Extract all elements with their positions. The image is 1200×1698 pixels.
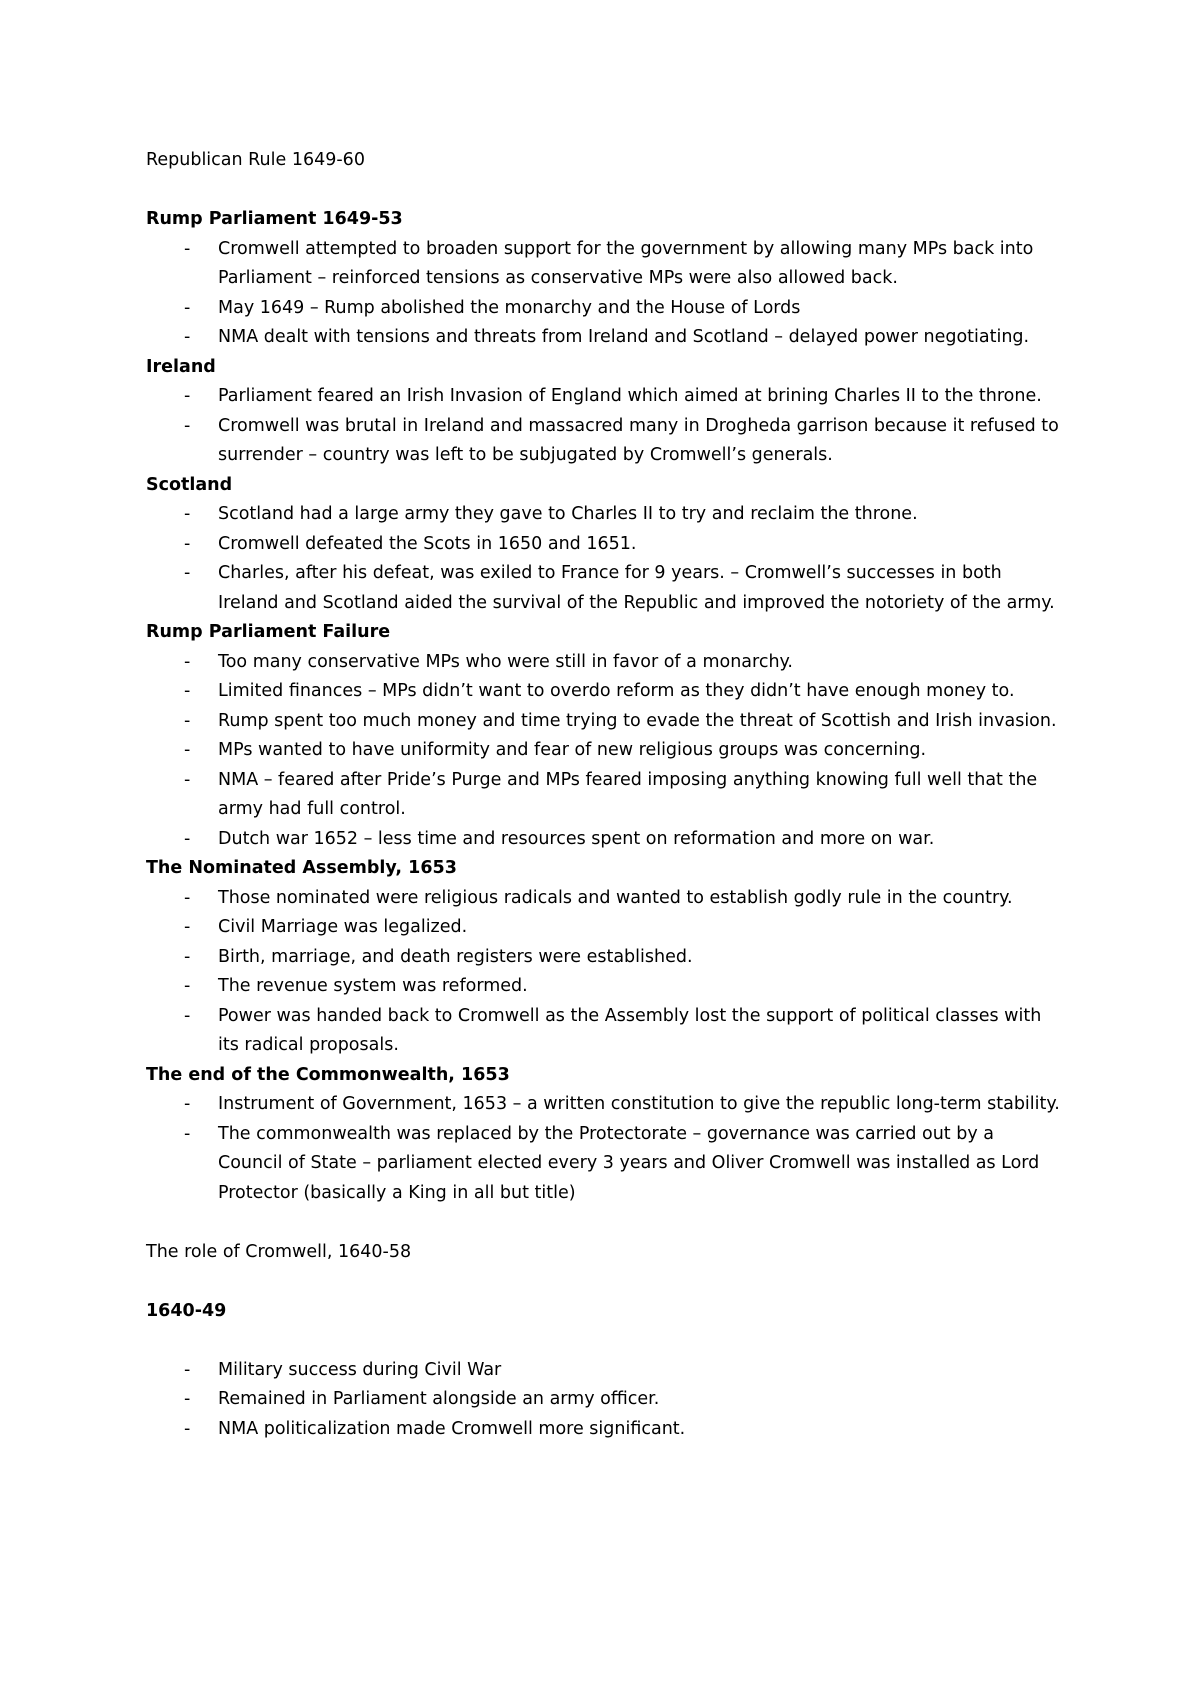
list-item xyxy=(146,323,1061,353)
list-item xyxy=(146,766,1061,825)
list-item-text: The commonwealth was replaced by the Protectorate – governance was carried out by a Council of State – parliament elected every 3 years and Oliver Cromwell was installed as Lord Protector (basically a King in all but title) xyxy=(218,1123,1040,1203)
bullet-dash: - xyxy=(184,327,191,347)
list-item-text: The revenue system was reformed. xyxy=(218,976,528,996)
section-heading-end-of-commonwealth: The end of the Commonwealth, 1653 xyxy=(146,1064,510,1085)
list-item-text: NMA dealt with tensions and threats from Ireland and Scotland – delayed power negotiating. xyxy=(218,327,1030,347)
section-heading-rump-parliament: Rump Parliament 1649-53 xyxy=(146,209,403,229)
list-item-text: Remained in Parliament alongside an army officer. xyxy=(218,1389,660,1409)
bullet-dash: - xyxy=(184,651,191,672)
bullet-dash: - xyxy=(184,917,191,937)
document-content xyxy=(146,146,1061,1444)
section-heading-ireland: Ireland xyxy=(146,356,216,377)
list-item-text: Instrument of Government, 1653 – a written constitution to give the republic long-term stability. xyxy=(218,1094,1060,1114)
bullet-dash: - xyxy=(184,1359,191,1380)
list-item xyxy=(146,707,1061,737)
list-item-text: NMA – feared after Pride’s Purge and MPs feared imposing anything knowing full well that the army had full control. xyxy=(218,769,1038,819)
list-item xyxy=(146,559,1061,618)
bullet-dash: - xyxy=(184,1389,191,1409)
list-item-text: Dutch war 1652 – less time and resources spent on reformation and more on war. xyxy=(218,828,935,849)
bullet-dash: - xyxy=(184,769,191,790)
bullet-dash: - xyxy=(184,828,191,849)
bullet-dash: - xyxy=(184,1123,191,1144)
list-item xyxy=(146,412,1061,471)
section-heading-scotland: Scotland xyxy=(146,474,233,495)
list-item-text: Power was handed back to Cromwell as the Assembly lost the support of political classes with its radical proposals. xyxy=(218,1005,1042,1055)
list-item xyxy=(146,1415,1061,1445)
list-item xyxy=(146,1090,1061,1120)
list-item xyxy=(146,677,1061,707)
bullet-dash: - xyxy=(184,415,191,436)
list-item xyxy=(146,530,1061,560)
list-item xyxy=(146,648,1061,678)
list-item-text: Parliament feared an Irish Invasion of England which aimed at brining Charles II to the throne. xyxy=(218,386,1042,406)
list-item xyxy=(146,884,1061,914)
bullet-dash: - xyxy=(184,976,191,996)
list-item xyxy=(146,235,1061,294)
bullet-dash: - xyxy=(184,504,191,524)
bullet-dash: - xyxy=(184,563,191,583)
bullet-list-ireland xyxy=(146,382,1061,471)
list-item xyxy=(146,913,1061,943)
section-heading-rump-parliament-failure: Rump Parliament Failure xyxy=(146,622,391,642)
bullet-dash: - xyxy=(184,1418,191,1439)
list-item xyxy=(146,382,1061,412)
bullet-list-end-of-commonwealth xyxy=(146,1090,1061,1208)
bullet-dash: - xyxy=(184,946,191,967)
bullet-dash: - xyxy=(184,1094,191,1114)
bullet-list-nominated-assembly xyxy=(146,884,1061,1061)
list-item-text: Scotland had a large army they gave to Charles II to try and reclaim the throne. xyxy=(218,504,918,524)
bullet-list-period xyxy=(146,1356,1061,1445)
bullet-dash: - xyxy=(184,1005,191,1026)
list-item-text: Limited finances – MPs didn’t want to overdo reform as they didn’t have enough money to. xyxy=(218,681,1015,701)
list-item-text: Military success during Civil War xyxy=(218,1359,502,1380)
bullet-dash: - xyxy=(184,297,191,318)
second-title: The role of Cromwell, 1640-58 xyxy=(146,1241,412,1262)
bullet-dash: - xyxy=(184,533,191,554)
list-item-text: Too many conservative MPs who were still in favor of a monarchy. xyxy=(218,651,793,672)
bullet-dash: - xyxy=(184,710,191,731)
bullet-list-scotland xyxy=(146,500,1061,618)
bullet-list-rump-parliament-failure xyxy=(146,648,1061,855)
list-item xyxy=(146,736,1061,766)
bullet-dash: - xyxy=(184,386,191,406)
bullet-list-rump-parliament xyxy=(146,235,1061,353)
list-item-text: Charles, after his defeat, was exiled to France for 9 years. – Cromwell’s successes in both Ireland and Scotland aided the survival of the Republic and improved the notoriety of the army. xyxy=(218,563,1055,613)
list-item xyxy=(146,825,1061,855)
list-item xyxy=(146,500,1061,530)
bullet-dash: - xyxy=(184,740,191,760)
list-item-text: NMA politicalization made Cromwell more significant. xyxy=(218,1418,686,1439)
bullet-dash: - xyxy=(184,681,191,701)
list-item xyxy=(146,972,1061,1002)
list-item-text: May 1649 – Rump abolished the monarchy and the House of Lords xyxy=(218,297,801,318)
list-item-text: Civil Marriage was legalized. xyxy=(218,917,468,937)
bullet-dash: - xyxy=(184,887,191,908)
blank-line xyxy=(146,1267,1061,1297)
blank-line xyxy=(146,1208,1061,1238)
list-item xyxy=(146,1385,1061,1415)
list-item xyxy=(146,294,1061,324)
list-item-text: Cromwell attempted to broaden support for the government by allowing many MPs back into Parliament – reinforced tensions as conservative MPs were also allowed back. xyxy=(218,238,1034,288)
list-item xyxy=(146,1002,1061,1061)
period-heading: 1640-49 xyxy=(146,1300,227,1321)
list-item-text: Cromwell was brutal in Ireland and massacred many in Drogheda garrison because it refused to surrender – country was left to be subjugated by Cromwell’s generals. xyxy=(218,415,1059,465)
list-item-text: Cromwell defeated the Scots in 1650 and 1651. xyxy=(218,533,637,554)
list-item xyxy=(146,1120,1061,1209)
document-title: Republican Rule 1649-60 xyxy=(146,150,365,170)
blank-line xyxy=(146,1326,1061,1356)
bullet-dash: - xyxy=(184,238,191,259)
list-item xyxy=(146,943,1061,973)
list-item-text: Rump spent too much money and time trying to evade the threat of Scottish and Irish invasion. xyxy=(218,710,1057,731)
list-item-text: MPs wanted to have uniformity and fear of new religious groups was concerning. xyxy=(218,740,927,760)
blank-line xyxy=(146,176,1061,206)
list-item-text: Birth, marriage, and death registers were established. xyxy=(218,946,693,967)
list-item xyxy=(146,1356,1061,1386)
list-item-text: Those nominated were religious radicals and wanted to establish godly rule in the country. xyxy=(218,887,1013,908)
section-heading-nominated-assembly: The Nominated Assembly, 1653 xyxy=(146,858,457,878)
